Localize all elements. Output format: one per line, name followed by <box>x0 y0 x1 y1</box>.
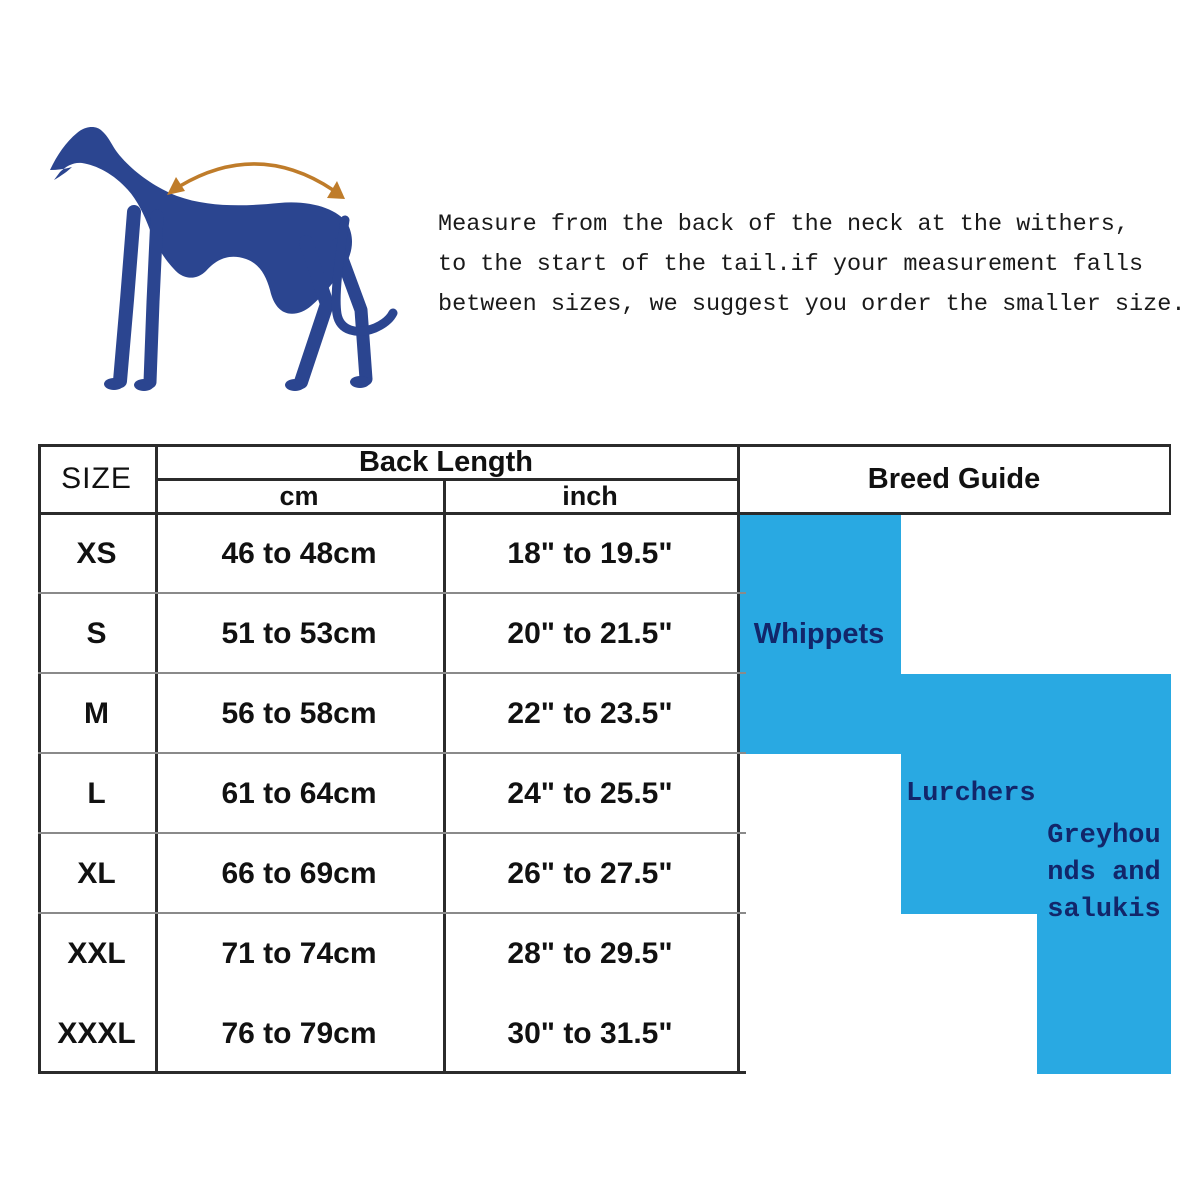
back-length-arrow-icon <box>167 164 345 199</box>
size-cell: L <box>87 777 106 810</box>
greyhounds-label-line: salukis <box>1047 895 1161 925</box>
instruction-line: to the start of the tail.if your measurement falls <box>438 251 1144 278</box>
dog-measurement-diagram <box>30 100 430 420</box>
cm-cell: 71 to 74cm <box>221 937 377 970</box>
instruction-line: Measure from the back of the neck at the withers, <box>438 211 1130 238</box>
size-cell: XL <box>77 857 116 890</box>
cm-cell: 46 to 48cm <box>221 537 377 570</box>
size-cell: XS <box>76 537 117 570</box>
cm-cell: 76 to 79cm <box>221 1017 377 1050</box>
cm-column-header: cm <box>279 480 319 511</box>
size-cell: XXL <box>67 937 126 970</box>
greyhounds-label-line: nds and <box>1047 858 1161 888</box>
cm-cell: 61 to 64cm <box>221 777 377 810</box>
breed-guide-header: Breed Guide <box>867 462 1041 495</box>
cm-cell: 51 to 53cm <box>221 617 377 650</box>
inch-column-header: inch <box>562 480 618 511</box>
whippets-label: Whippets <box>753 617 885 650</box>
size-cell: S <box>86 617 107 650</box>
cm-cell: 56 to 58cm <box>221 697 377 730</box>
greyhounds-highlight-block <box>1037 914 1171 1074</box>
inch-cell: 26" to 27.5" <box>507 857 673 890</box>
greyhounds-and-salukis-label <box>1037 818 1171 929</box>
size-cell: M <box>84 697 109 730</box>
inch-cell: 28" to 29.5" <box>507 937 673 970</box>
instruction-line: between sizes, we suggest you order the smaller size. <box>438 291 1186 318</box>
size-column-header: SIZE <box>61 462 132 495</box>
back-length-header: Back Length <box>358 445 534 478</box>
inch-cell: 20" to 21.5" <box>507 617 673 650</box>
inch-cell: 22" to 23.5" <box>507 697 673 730</box>
inch-cell: 18" to 19.5" <box>507 537 673 570</box>
inch-cell: 30" to 31.5" <box>507 1017 673 1050</box>
size-cell: XXXL <box>57 1017 136 1050</box>
inch-cell: 24" to 25.5" <box>507 777 673 810</box>
greyhounds-label-line: Greyhou <box>1047 821 1161 851</box>
cm-cell: 66 to 69cm <box>221 857 377 890</box>
size-table <box>38 444 1171 1074</box>
lurchers-label: Lurchers <box>906 779 1036 809</box>
measuring-instructions <box>438 205 1200 325</box>
